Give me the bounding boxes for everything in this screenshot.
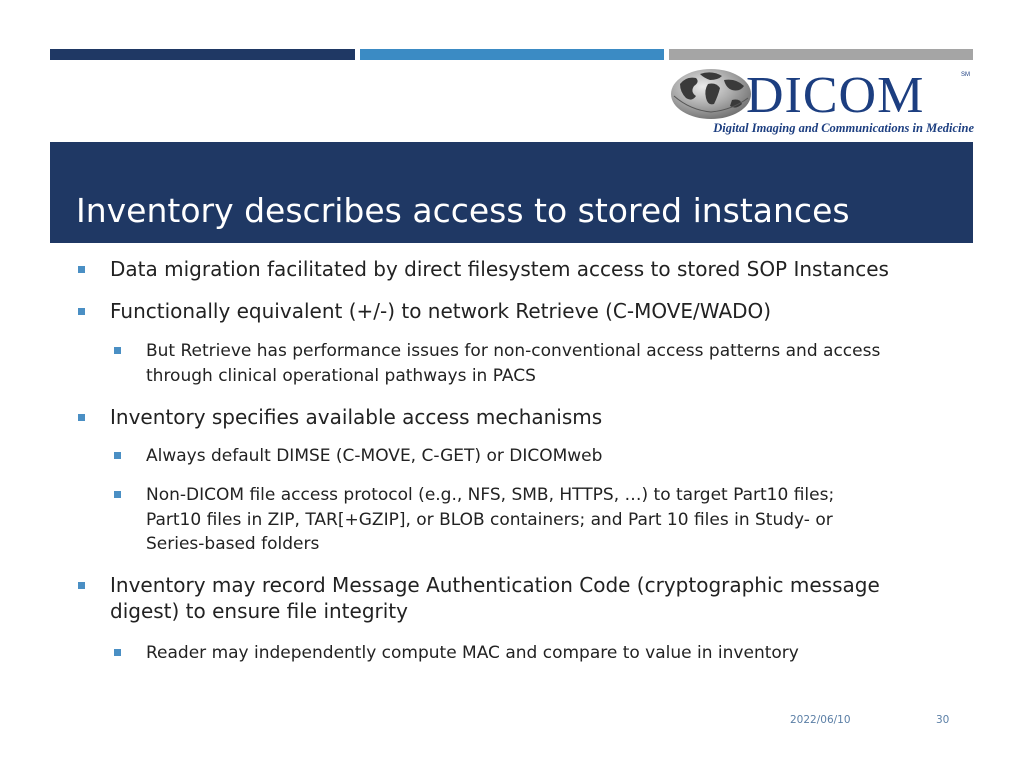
sub-bullet-text: through clinical operational pathways in PACS <box>146 365 536 386</box>
sub-bullet-text: But Retrieve has performance issues for non-conventional access patterns and access <box>146 341 881 361</box>
dicom-logo <box>670 66 974 136</box>
bullet-marker <box>114 491 121 498</box>
accent-bar-gray <box>669 49 973 60</box>
sub-bullet-text: Series-based folders <box>146 534 320 554</box>
bullet-text: Inventory specifies available access mechanisms <box>110 405 603 429</box>
bullet-marker <box>78 308 85 315</box>
sub-bullet-text: Reader may independently compute MAC and compare to value in inventory <box>146 643 799 663</box>
accent-bar-blue <box>360 49 664 60</box>
globe-icon <box>670 66 752 122</box>
sub-bullet-text: Non-DICOM file access protocol (e.g., NFS, SMB, HTTPS, …) to target Part10 files; <box>146 485 835 505</box>
bullet-marker <box>78 582 85 589</box>
bullet-text: Inventory may record Message Authentication Code (cryptographic message <box>110 573 880 597</box>
bullet-marker <box>78 266 85 273</box>
accent-bar-navy <box>50 49 355 60</box>
title-band <box>50 142 973 243</box>
logo-tagline: Digital Imaging and Communications in Medicine <box>713 121 974 135</box>
bullet-marker <box>114 347 121 354</box>
slide-title: Inventory describes access to stored instances <box>76 191 850 230</box>
bullet-marker <box>114 649 121 656</box>
bullet-text: Data migration facilitated by direct filesystem access to stored SOP Instances <box>110 257 889 281</box>
bullet-text: Functionally equivalent (+/-) to network Retrieve (C-MOVE/WADO) <box>110 299 772 323</box>
bullet-marker <box>114 452 121 459</box>
sub-bullet-text: Always default DIMSE (C-MOVE, C-GET) or DICOMweb <box>146 446 603 466</box>
bullet-text: digest) to ensure file integrity <box>110 599 408 623</box>
footer-date: 2022/06/10 <box>790 714 851 726</box>
sub-bullet-text: Part10 files in ZIP, TAR[+GZIP], or BLOB containers; and Part 10 files in Study- or <box>146 509 833 530</box>
bullet-marker <box>78 414 85 421</box>
service-mark: SM <box>961 72 970 78</box>
page-number: 30 <box>936 714 950 726</box>
logo-wordmark: DICOM <box>746 67 925 124</box>
